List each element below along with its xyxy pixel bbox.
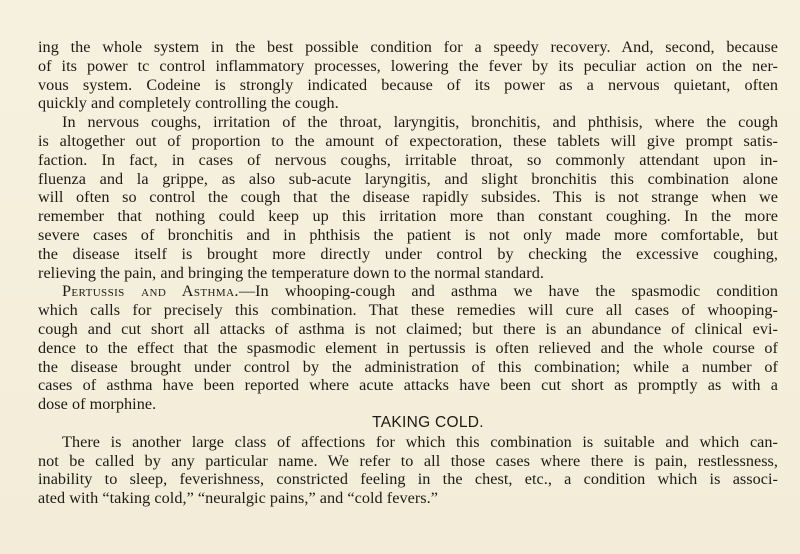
text-line: cough and cut short all attacks of asthma is not claimed; but there is an abundance of clinical evi- [38,319,778,338]
text-line: remember that nothing could keep up this irritation more than constant coughing. In the more [38,207,778,226]
text-line: quickly and completely controlling the cough. [38,94,339,113]
text-line: relieving the pain, and bringing the temperature down to the normal standard. [38,263,544,282]
text-line: cases of asthma have been reported where acute attacks have been cut short as promptly as with a [38,376,778,395]
pertussis-line [38,282,778,301]
text-line: ated with “taking cold,” “neuralgic pains,” and “cold fevers.” [38,489,438,508]
text-line: ing the whole system in the best possible condition for a speedy recovery. And, second, because [38,38,778,56]
text-line: inability to sleep, feverishness, constricted feeling in the chest, etc., a condition which is associ- [38,470,778,489]
text-line: vous system. Codeine is strongly indicated because of its power as a nervous quietant, often [38,75,778,94]
text-line: dence to the effect that the spasmodic element in pertussis is often relieved and the whole course of [38,338,778,357]
text-run: —In whooping-cough and asthma we have the spasmodic condition [238,282,778,301]
text-line: which calls for precisely this combination. That these remedies will cure all cases of whooping- [38,301,778,320]
text-line: the disease itself is brought more directly under control by checking the excessive coughing, [38,244,778,263]
section-heading: TAKING COLD. [372,413,484,431]
text-line: faction. In fact, in cases of nervous coughs, irritable throat, so commonly attendant upon in- [38,150,778,169]
text-line: In nervous coughs, irritation of the throat, laryngitis, bronchitis, and phthisis, where the cough [62,113,778,132]
text-line: dose of morphine. [38,395,157,414]
text-line: the disease brought under control by the administration of this combination; while a number of [38,357,778,376]
text-line: of its power tc control inflammatory processes, lowering the fever by its peculiar action on the ner- [38,56,778,75]
run-in-heading: Pertussis and Asthma. [62,282,239,301]
text-line: is altogether out of proportion to the amount of expectoration, these tablets will give prompt satis- [38,131,778,150]
text-line: fluenza and la grippe, as also sub-acute laryngitis, and slight bronchitis this combination alone [38,169,778,188]
text-line: severe cases of bronchitis and in phthisis the patient is not only made more comfortable, but [38,225,778,244]
text-line: not be called by any particular name. We refer to all those cases where there is pain, restlessness, [38,451,778,470]
text-line: There is another large class of affections for which this combination is suitable and which can- [62,432,778,451]
text-line: will often so control the cough that the disease rapidly subsides. This is not strange when we [38,188,778,207]
